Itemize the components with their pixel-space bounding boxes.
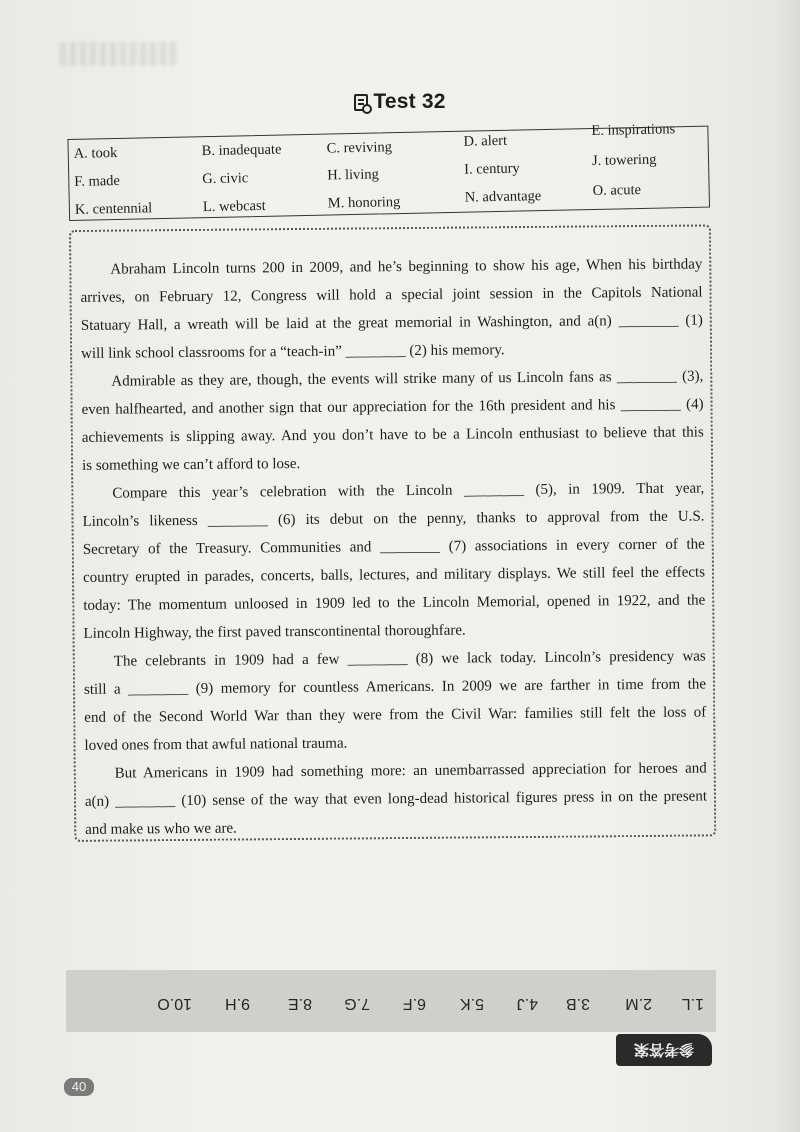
word-bank xyxy=(67,105,710,220)
word-option: C. reviving xyxy=(326,139,393,157)
passage-line: Statuary Hall, a wreath will be laid at the great memorial in Washington, and a(n) ________ (1) xyxy=(80,312,703,334)
answer-item: 5.K xyxy=(459,995,484,1012)
answer-key-list xyxy=(66,980,716,1024)
passage-line: The celebrants in 1909 had a few ________ (8) we lack today. Lincoln’s presidency was xyxy=(113,648,706,670)
word-option: G. civic xyxy=(202,170,249,188)
reading-passage xyxy=(69,224,716,842)
answer-item: 6.F xyxy=(402,995,426,1012)
passage-line: Admirable as they are, though, the events will strike many of us Lincoln fans as ________ (3), xyxy=(111,368,704,390)
passage-line: loved ones from that awful national trauma. xyxy=(84,735,348,754)
answer-item: 1.L xyxy=(681,995,704,1012)
word-option: D. alert xyxy=(463,132,508,150)
word-option: K. centennial xyxy=(74,200,153,218)
passage-line: end of the Second World War than they were from the Civil War: families still felt the loss of xyxy=(84,704,707,726)
word-option: O. acute xyxy=(592,181,642,200)
answer-item: 10.O xyxy=(157,995,192,1012)
word-option: B. inadequate xyxy=(201,141,282,160)
word-option: I. century xyxy=(464,160,520,178)
page-number: 40 xyxy=(64,1078,94,1096)
word-option: A. took xyxy=(73,144,118,162)
answer-item: 9.H xyxy=(225,995,250,1012)
document-search-icon xyxy=(354,94,368,111)
answer-item: 3.B xyxy=(565,995,590,1012)
word-option: L. webcast xyxy=(202,197,266,216)
answer-item: 2.M xyxy=(625,995,652,1012)
passage-line: will link school classrooms for a “teach-in” ________ (2) his memory. xyxy=(81,342,505,362)
passage-line: today: The momentum unloosed in 1909 led to the Lincoln Memorial, opened in 1922, and the xyxy=(83,592,706,614)
answer-item: 7.G xyxy=(344,995,370,1012)
bleed-through-mark xyxy=(60,42,180,66)
word-option: H. living xyxy=(327,166,379,184)
passage-line: is something we can’t afford to lose. xyxy=(81,455,301,474)
word-option: E. inspirations xyxy=(591,121,676,140)
passage-line: Compare this year’s celebration with the Lincoln ________ (5), in 1909. That year, xyxy=(112,480,705,502)
passage-line: Abraham Lincoln turns 200 in 2009, and he’s beginning to show his age, When his birthday xyxy=(110,256,703,278)
answer-key-label: 参考答案 xyxy=(616,1034,712,1066)
word-option: M. honoring xyxy=(327,194,401,212)
passage-line: Secretary of the Treasury. Communities and ________ (7) associations in every corner of the xyxy=(82,536,705,558)
passage-line: Lincoln Highway, the first paved transcontinental thoroughfare. xyxy=(83,622,466,642)
word-option: F. made xyxy=(74,172,121,190)
passage-line: and make us who we are. xyxy=(85,820,237,838)
passage-line: even halfhearted, and another sign that our appreciation for the 16th president and his ________ (4) xyxy=(81,396,704,418)
answer-item: 8.E xyxy=(287,995,312,1012)
passage-line: still a ________ (9) memory for countless Americans. In 2009 we are farther in time from the xyxy=(83,676,707,698)
passage-line: achievements is slipping away. And you don’t have to be a Lincoln enthusiast to believe that this xyxy=(81,424,704,446)
word-option: N. advantage xyxy=(464,188,542,206)
word-option: J. towering xyxy=(591,151,657,170)
passage-line: Lincoln’s likeness ________ (6) its debut on the penny, thanks to approval from the U.S. xyxy=(82,508,705,530)
passage-line: a(n) ________ (10) sense of the way that even long-dead historical figures press in on the present xyxy=(84,788,708,810)
passage-line: country erupted in parades, concerts, balls, lectures, and military displays. We still feel the effects xyxy=(82,564,706,586)
passage-line: But Americans in 1909 had something more: an unembarrassed appreciation for heroes and xyxy=(114,760,707,782)
answer-item: 4.J xyxy=(516,995,538,1012)
passage-line: arrives, on February 12, Congress will hold a special joint session in the Capitols National xyxy=(80,284,703,306)
page-title-text: Test 32 xyxy=(373,90,446,113)
page-edge-shadow xyxy=(774,0,800,1132)
